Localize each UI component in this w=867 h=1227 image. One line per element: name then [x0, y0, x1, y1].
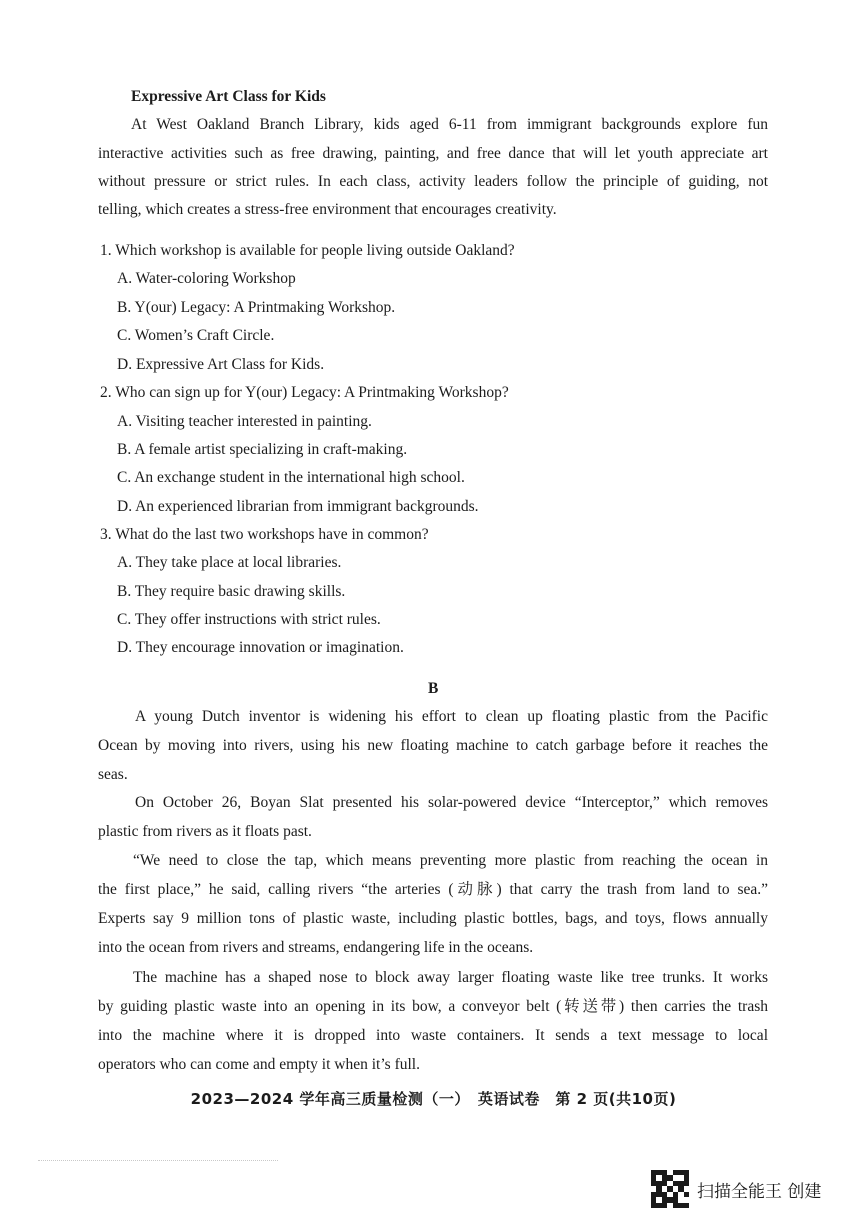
paragraph-line: Ocean by moving into rivers, using his new floating machine to catch garbage before it reaches the	[98, 737, 768, 754]
answer-option: A. Water-coloring Workshop	[117, 270, 296, 287]
paragraph-line: without pressure or strict rules. In each class, activity leaders follow the principle of guiding, not	[98, 173, 768, 190]
scanner-watermark-text: 扫描全能王 创建	[697, 1181, 822, 1202]
paragraph-line: the first place,” he said, calling rivers “the arteries (动脉) that carry the trash from land to sea.”	[98, 881, 768, 898]
question-stem: 3. What do the last two workshops have in common?	[100, 526, 429, 543]
page-footer: 2023—2024 学年高三质量检测（一） 英语试卷 第 2 页(共10页)	[190, 1090, 677, 1108]
answer-option: D. They encourage innovation or imagination.	[117, 639, 404, 656]
answer-option: A. Visiting teacher interested in painting.	[117, 413, 372, 430]
answer-option: C. An exchange student in the international high school.	[117, 469, 465, 486]
section-heading: Expressive Art Class for Kids	[131, 88, 326, 105]
answer-option: B. They require basic drawing skills.	[117, 583, 346, 600]
paragraph-line: On October 26, Boyan Slat presented his solar-powered device “Interceptor,” which removes	[135, 794, 768, 811]
answer-option: B. A female artist specializing in craft-making.	[117, 441, 408, 458]
qr-code-icon	[651, 1170, 689, 1208]
paragraph-line: Experts say 9 million tons of plastic waste, including plastic bottles, bags, and toys, flows annually	[98, 910, 768, 927]
paragraph-line: A young Dutch inventor is widening his effort to clean up floating plastic from the Pacific	[135, 708, 768, 725]
question-stem: 2. Who can sign up for Y(our) Legacy: A Printmaking Workshop?	[100, 384, 509, 401]
question-stem: 1. Which workshop is available for people living outside Oakland?	[100, 242, 515, 259]
answer-option: A. They take place at local libraries.	[117, 554, 342, 571]
paragraph-line: interactive activities such as free drawing, painting, and free dance that will let youth appreciate art	[98, 145, 768, 162]
answer-option: C. Women’s Craft Circle.	[117, 327, 275, 344]
answer-option: D. An experienced librarian from immigrant backgrounds.	[117, 498, 479, 515]
scanner-watermark	[651, 1170, 821, 1208]
answer-option: C. They offer instructions with strict rules.	[117, 611, 381, 628]
paragraph-line: into the ocean from rivers and streams, endangering life in the oceans.	[98, 939, 534, 956]
paragraph-line: operators who can come and empty it when it’s full.	[98, 1056, 420, 1073]
paragraph-line: The machine has a shaped nose to block away larger floating waste like tree trunks. It works	[133, 969, 768, 986]
scan-artifact	[38, 1160, 278, 1163]
section-label: B	[428, 680, 439, 697]
answer-option: B. Y(our) Legacy: A Printmaking Workshop.	[117, 299, 396, 316]
paragraph-line: into the machine where it is dropped into waste containers. It sends a text message to local	[98, 1027, 768, 1044]
paragraph-line: plastic from rivers as it floats past.	[98, 823, 312, 840]
paragraph-line: “We need to close the tap, which means preventing more plastic from reaching the ocean in	[133, 852, 768, 869]
paragraph-line: telling, which creates a stress-free environment that encourages creativity.	[98, 201, 557, 218]
paragraph-line: seas.	[98, 766, 128, 783]
paragraph-line: by guiding plastic waste into an opening in its bow, a conveyor belt (转送带) then carries the trash	[98, 998, 768, 1015]
answer-option: D. Expressive Art Class for Kids.	[117, 356, 325, 373]
paragraph-line: At West Oakland Branch Library, kids aged 6-11 from immigrant backgrounds explore fun	[131, 116, 768, 133]
